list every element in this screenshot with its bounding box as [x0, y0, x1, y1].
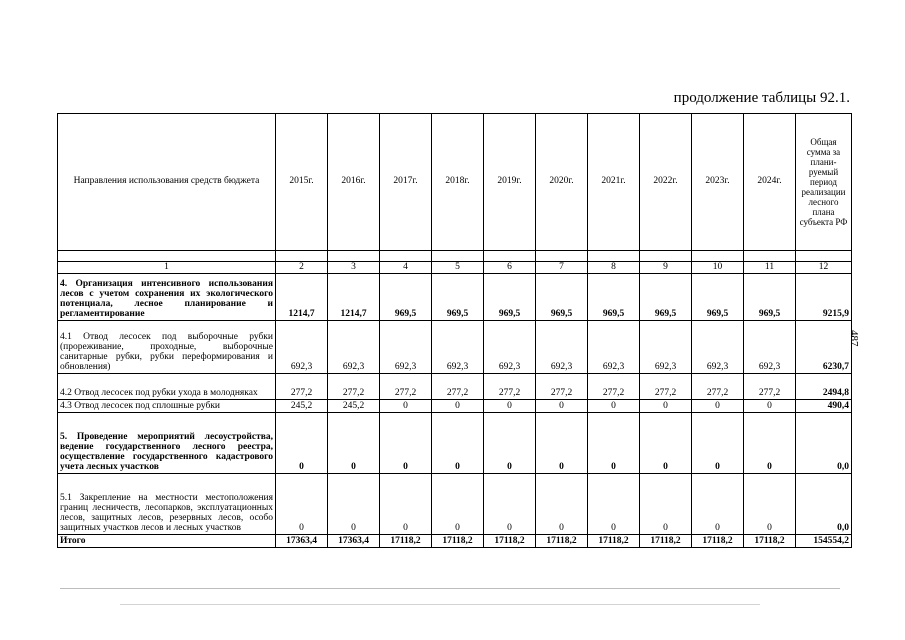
row-value: 969,5: [380, 274, 432, 321]
row-value: 17363,4: [276, 535, 328, 548]
column-number: 12: [796, 262, 852, 274]
row-value: 0: [640, 474, 692, 535]
row-value: 969,5: [432, 274, 484, 321]
row-value: 0: [432, 400, 484, 413]
row-label: 5.1 Закрепление на местности местоположения границ лесничеств, лесопарков, эксплуатационных лесов, защитных лесов, резервных лесов, особо защитных участков лесов и лесных участков: [58, 474, 276, 535]
row-value: 277,2: [380, 374, 432, 400]
header-direction: Направления использования средств бюджета: [58, 114, 276, 251]
header-year: 2017г.: [380, 114, 432, 251]
row-value: 692,3: [692, 321, 744, 374]
row-value: 0: [484, 474, 536, 535]
row-value: 0: [484, 400, 536, 413]
header-year: 2015г.: [276, 114, 328, 251]
row-value: 17118,2: [484, 535, 536, 548]
row-value: 0: [380, 413, 432, 474]
row-value: 0: [640, 400, 692, 413]
header-year: 2019г.: [484, 114, 536, 251]
row-total: 2494,8: [796, 374, 852, 400]
row-value: 277,2: [640, 374, 692, 400]
header-year: 2023г.: [692, 114, 744, 251]
row-label: 4.3 Отвод лесосек под сплошные рубки: [58, 400, 276, 413]
row-value: 17118,2: [432, 535, 484, 548]
row-value: 692,3: [744, 321, 796, 374]
column-number-row: [58, 262, 852, 274]
row-total: 6230,7: [796, 321, 852, 374]
row-value: 17118,2: [588, 535, 640, 548]
row-value: 969,5: [588, 274, 640, 321]
row-value: 1214,7: [276, 274, 328, 321]
row-value: 0: [536, 474, 588, 535]
row-value: 17118,2: [536, 535, 588, 548]
table-row: [58, 321, 852, 374]
row-value: 0: [692, 400, 744, 413]
row-value: 17363,4: [328, 535, 380, 548]
row-value: 277,2: [484, 374, 536, 400]
column-number: 5: [432, 262, 484, 274]
row-value: 969,5: [744, 274, 796, 321]
row-value: 692,3: [276, 321, 328, 374]
table-row: [58, 413, 852, 474]
row-value: 0: [588, 474, 640, 535]
row-value: 17118,2: [640, 535, 692, 548]
budget-table: [57, 113, 852, 548]
row-value: 0: [744, 413, 796, 474]
header-year: 2024г.: [744, 114, 796, 251]
row-value: 0: [744, 474, 796, 535]
row-value: 277,2: [744, 374, 796, 400]
page-number: 487: [848, 330, 860, 347]
row-value: 0: [536, 413, 588, 474]
row-total: 490,4: [796, 400, 852, 413]
scan-artifact: [60, 588, 840, 589]
column-number: 2: [276, 262, 328, 274]
row-value: 17118,2: [692, 535, 744, 548]
row-value: 969,5: [536, 274, 588, 321]
row-value: 969,5: [484, 274, 536, 321]
row-value: 969,5: [692, 274, 744, 321]
row-value: 277,2: [692, 374, 744, 400]
row-total: 154554,2: [796, 535, 852, 548]
total-row: [58, 535, 852, 548]
row-value: 0: [432, 474, 484, 535]
scan-artifact: [120, 604, 760, 605]
column-number: 1: [58, 262, 276, 274]
column-number: 7: [536, 262, 588, 274]
spacer-row: [58, 251, 852, 262]
row-value: 0: [692, 474, 744, 535]
row-value: 692,3: [328, 321, 380, 374]
row-value: 692,3: [432, 321, 484, 374]
row-value: 245,2: [328, 400, 380, 413]
row-value: 277,2: [536, 374, 588, 400]
table-caption: продолжение таблицы 92.1.: [673, 90, 850, 106]
row-label: 4. Организация интенсивного использования лесов с учетом сохранения их экологического потенциала, лесное планирование и регламентирование: [58, 274, 276, 321]
header-total: Общая сумма за плани-руемый период реализации лесного плана субъекта РФ: [796, 114, 852, 251]
table-row: [58, 374, 852, 400]
row-value: 692,3: [588, 321, 640, 374]
column-number: 4: [380, 262, 432, 274]
row-value: 969,5: [640, 274, 692, 321]
row-value: 0: [380, 474, 432, 535]
row-value: 0: [484, 413, 536, 474]
row-value: 1214,7: [328, 274, 380, 321]
column-number: 6: [484, 262, 536, 274]
header-year: 2020г.: [536, 114, 588, 251]
row-value: 17118,2: [380, 535, 432, 548]
row-value: 277,2: [276, 374, 328, 400]
row-label: 5. Проведение мероприятий лесоустройства, ведение государственного лесного реестра, осуществление государственного кадастрового учета лесных участков: [58, 413, 276, 474]
row-value: 277,2: [432, 374, 484, 400]
table-row: [58, 474, 852, 535]
column-number: 11: [744, 262, 796, 274]
row-value: 0: [328, 413, 380, 474]
row-value: 17118,2: [744, 535, 796, 548]
row-total: 9215,9: [796, 274, 852, 321]
header-year: 2021г.: [588, 114, 640, 251]
header-year: 2022г.: [640, 114, 692, 251]
row-total: 0,0: [796, 413, 852, 474]
header-year: 2018г.: [432, 114, 484, 251]
row-value: 0: [588, 413, 640, 474]
row-label: Итого: [58, 535, 276, 548]
row-value: 0: [640, 413, 692, 474]
row-value: 692,3: [640, 321, 692, 374]
row-value: 0: [536, 400, 588, 413]
column-number: 3: [328, 262, 380, 274]
table-row: [58, 400, 852, 413]
row-label: 4.2 Отвод лесосек под рубки ухода в молодняках: [58, 374, 276, 400]
row-value: 245,2: [276, 400, 328, 413]
row-value: 0: [380, 400, 432, 413]
row-value: 0: [432, 413, 484, 474]
table-row: [58, 274, 852, 321]
row-value: 0: [692, 413, 744, 474]
row-value: 0: [744, 400, 796, 413]
row-value: 277,2: [328, 374, 380, 400]
column-number: 9: [640, 262, 692, 274]
row-total: 0,0: [796, 474, 852, 535]
row-value: 0: [328, 474, 380, 535]
row-value: 692,3: [536, 321, 588, 374]
row-value: 0: [276, 413, 328, 474]
row-label: 4.1 Отвод лесосек под выборочные рубки (прореживание, проходные, выборочные санитарные рубки, рубки переформирования и обновления): [58, 321, 276, 374]
column-number: 10: [692, 262, 744, 274]
header-row: [58, 114, 852, 251]
row-value: 277,2: [588, 374, 640, 400]
column-number: 8: [588, 262, 640, 274]
header-year: 2016г.: [328, 114, 380, 251]
row-value: 692,3: [484, 321, 536, 374]
row-value: 692,3: [380, 321, 432, 374]
row-value: 0: [276, 474, 328, 535]
row-value: 0: [588, 400, 640, 413]
